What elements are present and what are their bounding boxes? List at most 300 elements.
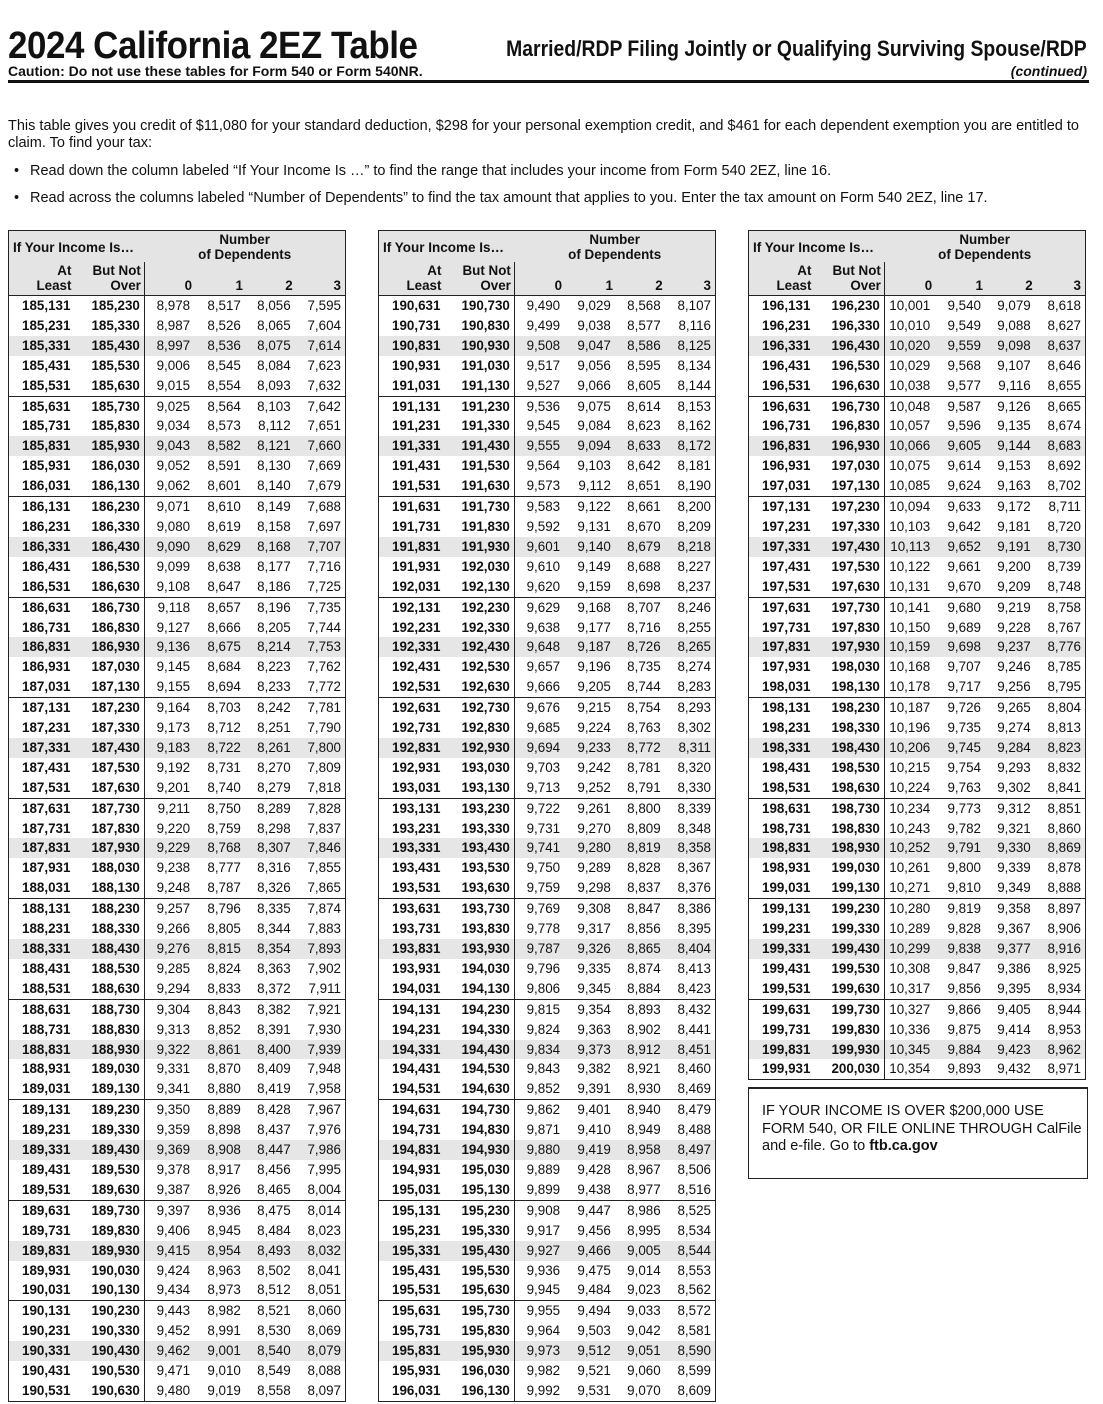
tax-amount: 9,601 <box>514 537 565 557</box>
income-at-least: 192,231 <box>379 618 445 638</box>
tax-amount: 7,614 <box>296 336 346 356</box>
table-row <box>9 537 346 557</box>
income-at-least: 197,131 <box>749 497 815 517</box>
tax-amount: 9,917 <box>526 1222 561 1238</box>
tax-amount: 8,255 <box>666 618 716 638</box>
tax-amount: 9,363 <box>577 1021 611 1037</box>
tax-amount: 9,434 <box>156 1282 191 1298</box>
tax-amount: 8,549 <box>257 1363 291 1379</box>
tax-amount: 9,339 <box>997 860 1031 876</box>
tax-amount: 8,391 <box>257 1021 291 1037</box>
income-but-not-over: 194,330 <box>444 1020 514 1040</box>
tax-amount: 9,800 <box>947 860 981 876</box>
tax-amount: 8,750 <box>195 798 246 818</box>
income-at-least: 186,331 <box>9 537 75 557</box>
over-limit-note <box>762 1103 1082 1156</box>
table-row <box>9 316 346 336</box>
tax-amount: 10,103 <box>889 518 931 534</box>
tax-amount: 9,252 <box>577 779 611 795</box>
table-row <box>9 1341 346 1361</box>
tax-amount: 8,209 <box>666 517 716 537</box>
tax-amount: 8,311 <box>666 738 716 758</box>
tax-amount: 9,494 <box>565 1301 616 1321</box>
table-row <box>379 758 716 778</box>
income-at-least: 192,531 <box>379 677 445 697</box>
tax-amount: 9,155 <box>156 679 191 695</box>
table-row <box>379 819 716 839</box>
income-but-not-over: 192,030 <box>444 557 514 577</box>
income-but-not-over: 195,730 <box>444 1301 514 1321</box>
income-but-not-over: 191,030 <box>444 356 514 376</box>
tax-amount: 9,843 <box>526 1061 561 1077</box>
tax-amount: 9,680 <box>935 597 986 617</box>
tax-amount: 8,949 <box>627 1122 661 1138</box>
tax-amount: 9,181 <box>997 518 1031 534</box>
ftb-website-link[interactable]: ftb.ca.gov <box>869 1138 938 1154</box>
income-at-least: 191,331 <box>379 436 445 456</box>
income-at-least: 190,631 <box>379 296 445 316</box>
tax-amount: 8,344 <box>257 921 291 937</box>
tax-amount: 8,982 <box>195 1301 246 1321</box>
tax-amount: 9,657 <box>526 659 561 675</box>
tax-amount: 8,971 <box>1036 1059 1086 1079</box>
tax-amount: 9,633 <box>935 497 986 517</box>
tax-amount: 9,717 <box>947 679 981 695</box>
tax-amount: 10,280 <box>884 899 935 919</box>
tax-amount: 8,731 <box>207 759 241 775</box>
tax-amount: 8,926 <box>207 1181 241 1197</box>
tax-amount: 8,754 <box>616 698 666 718</box>
tax-amount: 7,939 <box>296 1040 346 1060</box>
table-row <box>9 1120 346 1140</box>
table-row <box>379 1120 716 1140</box>
table-row <box>9 1361 346 1381</box>
but-not-over-header <box>814 262 884 296</box>
tax-amount: 9,936 <box>526 1262 561 1278</box>
income-at-least: 197,931 <box>749 657 815 677</box>
income-at-least: 188,131 <box>9 899 75 919</box>
tax-amount: 9,331 <box>156 1061 191 1077</box>
income-at-least: 187,431 <box>9 758 75 778</box>
tax-amount: 9,824 <box>526 1021 561 1037</box>
income-but-not-over: 197,830 <box>814 618 884 638</box>
tax-amount: 9,899 <box>526 1181 561 1197</box>
table-row <box>379 718 716 738</box>
tax-amount: 8,093 <box>257 377 291 393</box>
income-but-not-over: 193,330 <box>444 819 514 839</box>
tax-amount: 8,633 <box>616 436 666 456</box>
tax-amount: 7,930 <box>296 1020 346 1040</box>
income-at-least: 199,831 <box>749 1040 815 1060</box>
table-row <box>9 476 346 496</box>
tax-amount: 8,716 <box>627 619 661 635</box>
income-but-not-over: 189,030 <box>74 1059 144 1079</box>
tax-amount: 9,889 <box>526 1161 561 1177</box>
tax-amount: 8,912 <box>616 1040 666 1060</box>
tax-amount: 8,251 <box>257 720 291 736</box>
tax-amount: 9,051 <box>616 1341 666 1361</box>
income-at-least: 197,231 <box>749 517 815 537</box>
table-row <box>9 1261 346 1281</box>
table-row <box>379 497 716 517</box>
income-but-not-over: 186,930 <box>74 637 144 657</box>
income-at-least: 198,531 <box>749 778 815 798</box>
tax-amount: 8,298 <box>257 820 291 836</box>
table-row <box>379 557 716 577</box>
tax-amount: 9,052 <box>156 458 191 474</box>
table-row <box>379 899 716 919</box>
tax-amount: 9,302 <box>997 779 1031 795</box>
tax-amount: 8,605 <box>627 377 661 393</box>
table-row <box>749 456 1086 476</box>
income-at-least: 190,331 <box>9 1341 75 1361</box>
tax-amount: 8,497 <box>666 1140 716 1160</box>
tax-amount: 9,242 <box>577 759 611 775</box>
income-but-not-over: 192,430 <box>444 637 514 657</box>
table-row <box>379 537 716 557</box>
income-but-not-over: 186,530 <box>74 557 144 577</box>
table-row <box>379 416 716 436</box>
income-at-least: 185,731 <box>9 416 75 436</box>
income-at-least: 185,331 <box>9 336 75 356</box>
tax-amount: 9,866 <box>935 999 986 1019</box>
income-at-least: 192,331 <box>379 637 445 657</box>
income-at-least: 197,831 <box>749 637 815 657</box>
tax-amount: 9,759 <box>526 880 561 896</box>
tax-amount: 9,006 <box>156 357 191 373</box>
table-row <box>379 1381 716 1401</box>
income-but-not-over: 192,630 <box>444 677 514 697</box>
table-row <box>9 1160 346 1180</box>
tax-amount: 7,995 <box>296 1160 346 1180</box>
tax-amount: 9,652 <box>935 537 986 557</box>
table-row <box>749 677 1086 697</box>
income-but-not-over: 185,330 <box>74 316 144 336</box>
tax-amount: 8,843 <box>195 999 246 1019</box>
tax-amount: 8,683 <box>1036 436 1086 456</box>
table-row <box>379 296 716 316</box>
tax-amount: 9,620 <box>526 578 561 594</box>
income-but-not-over: 186,830 <box>74 618 144 638</box>
income-at-least: 198,131 <box>749 698 815 718</box>
income-but-not-over: 193,030 <box>444 758 514 778</box>
tax-amount: 8,447 <box>246 1140 296 1160</box>
tax-amount: 9,871 <box>526 1122 561 1138</box>
tax-amount: 9,274 <box>997 720 1031 736</box>
tax-amount: 8,479 <box>666 1100 716 1120</box>
tax-amount: 10,038 <box>889 377 931 393</box>
tax-amount: 9,345 <box>577 980 611 996</box>
income-at-least: 193,631 <box>379 899 445 919</box>
tax-amount: 9,015 <box>156 377 191 393</box>
tax-amount: 9,828 <box>947 921 981 937</box>
income-but-not-over: 186,430 <box>74 537 144 557</box>
tax-amount: 9,527 <box>526 377 561 393</box>
table-row <box>379 1261 716 1281</box>
income-but-not-over: 191,130 <box>444 376 514 396</box>
income-at-least: 191,431 <box>379 456 445 476</box>
income-at-least: 196,131 <box>749 296 815 316</box>
table-row <box>9 557 346 577</box>
income-but-not-over: 187,430 <box>74 738 144 758</box>
tax-amount: 8,279 <box>257 779 291 795</box>
table-row <box>749 858 1086 878</box>
income-but-not-over: 186,330 <box>74 517 144 537</box>
table-row <box>749 537 1086 557</box>
income-but-not-over: 191,830 <box>444 517 514 537</box>
tax-amount: 10,131 <box>889 578 931 594</box>
but-not-over-header-line-2: Over <box>480 278 511 293</box>
tax-amount: 8,205 <box>257 619 291 635</box>
at-least-header-line-2: Least <box>36 278 72 293</box>
tax-amount: 8,488 <box>666 1120 716 1140</box>
tax-amount: 8,465 <box>257 1181 291 1197</box>
income-at-least: 198,331 <box>749 738 815 758</box>
income-but-not-over: 195,230 <box>444 1200 514 1220</box>
income-at-least: 185,931 <box>9 456 75 476</box>
income-at-least: 189,231 <box>9 1120 75 1140</box>
tax-amount: 8,945 <box>207 1222 241 1238</box>
income-at-least: 197,031 <box>749 476 815 496</box>
income-at-least: 198,031 <box>749 677 815 697</box>
tax-amount: 9,754 <box>947 759 981 775</box>
income-at-least: 186,931 <box>9 657 75 677</box>
income-but-not-over: 197,030 <box>814 456 884 476</box>
tax-amount: 9,192 <box>156 759 191 775</box>
table-row <box>9 456 346 476</box>
tax-amount: 8,921 <box>627 1061 661 1077</box>
tax-amount: 9,713 <box>526 779 561 795</box>
tax-amount: 8,735 <box>627 659 661 675</box>
tax-amount: 8,432 <box>666 999 716 1019</box>
tax-amount: 9,508 <box>514 336 565 356</box>
table-row <box>749 517 1086 537</box>
tax-amount: 9,266 <box>156 921 191 937</box>
tax-amount: 8,451 <box>666 1040 716 1060</box>
income-but-not-over: 190,030 <box>74 1261 144 1281</box>
tax-amount: 8,610 <box>195 497 246 517</box>
tax-amount: 10,196 <box>889 720 931 736</box>
tax-amount: 8,837 <box>627 880 661 896</box>
tax-amount: 10,187 <box>884 698 935 718</box>
income-but-not-over: 194,130 <box>444 979 514 999</box>
income-at-least: 199,431 <box>749 959 815 979</box>
tax-amount: 8,227 <box>666 557 716 577</box>
income-but-not-over: 187,930 <box>74 838 144 858</box>
tax-amount: 9,512 <box>565 1341 616 1361</box>
tax-amount: 10,243 <box>889 820 931 836</box>
tax-amount: 8,847 <box>616 899 666 919</box>
tax-amount: 8,223 <box>257 659 291 675</box>
income-at-least: 188,931 <box>9 1059 75 1079</box>
table-row <box>9 798 346 818</box>
table-row <box>9 376 346 396</box>
tax-amount: 8,973 <box>207 1282 241 1298</box>
tax-amount: 8,363 <box>257 960 291 976</box>
income-but-not-over: 199,530 <box>814 959 884 979</box>
tax-amount: 9,070 <box>616 1381 666 1401</box>
income-at-least: 193,231 <box>379 819 445 839</box>
tax-amount: 8,772 <box>616 738 666 758</box>
income-but-not-over: 195,330 <box>444 1221 514 1241</box>
table-row <box>9 637 346 657</box>
income-at-least: 199,331 <box>749 939 815 959</box>
tax-amount: 9,405 <box>986 999 1036 1019</box>
tax-amount: 9,676 <box>514 698 565 718</box>
but-not-over-header <box>74 262 144 296</box>
income-at-least: 185,531 <box>9 376 75 396</box>
income-but-not-over: 194,730 <box>444 1100 514 1120</box>
tax-amount: 8,707 <box>616 597 666 617</box>
table-row <box>9 657 346 677</box>
table-row <box>9 677 346 697</box>
tax-amount: 9,090 <box>144 537 195 557</box>
tax-amount: 9,443 <box>144 1301 195 1321</box>
tax-amount: 9,614 <box>947 458 981 474</box>
tax-amount: 9,187 <box>565 637 616 657</box>
table-row <box>9 416 346 436</box>
table-row <box>749 1040 1086 1060</box>
tax-amount: 8,190 <box>666 476 716 496</box>
income-at-least: 196,831 <box>749 436 815 456</box>
table-row <box>749 376 1086 396</box>
tax-amount: 8,242 <box>246 698 296 718</box>
tax-amount: 7,716 <box>296 557 346 577</box>
tax-amount: 8,526 <box>207 317 241 333</box>
at-least-header-line-1: At <box>57 263 72 278</box>
income-but-not-over: 188,230 <box>74 899 144 919</box>
tax-amount: 8,824 <box>207 960 241 976</box>
table-row <box>379 1280 716 1300</box>
tax-amount: 9,815 <box>514 999 565 1019</box>
dependent-count-header: 0 <box>514 262 565 296</box>
tax-amount: 7,707 <box>296 537 346 557</box>
tax-amount: 8,335 <box>246 899 296 919</box>
tax-amount: 9,462 <box>144 1341 195 1361</box>
income-but-not-over: 191,730 <box>444 497 514 517</box>
tax-amount: 10,336 <box>889 1021 931 1037</box>
tax-amount: 8,768 <box>195 838 246 858</box>
income-at-least: 192,831 <box>379 738 445 758</box>
tax-amount: 9,224 <box>577 720 611 736</box>
income-but-not-over: 189,830 <box>74 1221 144 1241</box>
over-limit-note-text: IF YOUR INCOME IS OVER $200,000 USE FORM 540, OR FILE ONLINE THROUGH CalFile and e-file. Go to <box>762 1103 1082 1154</box>
table-row <box>379 677 716 697</box>
tax-amount: 9,847 <box>947 960 981 976</box>
income-but-not-over: 196,130 <box>444 1381 514 1401</box>
tax-amount: 8,577 <box>627 317 661 333</box>
tax-amount: 9,330 <box>986 838 1036 858</box>
income-at-least: 187,831 <box>9 838 75 858</box>
income-at-least: 191,531 <box>379 476 445 496</box>
tax-amount: 9,237 <box>986 637 1036 657</box>
table-row <box>379 316 716 336</box>
tax-amount: 8,978 <box>144 296 195 316</box>
income-at-least: 195,031 <box>379 1180 445 1200</box>
income-at-least: 193,131 <box>379 798 445 818</box>
table-row <box>9 959 346 979</box>
tax-amount: 9,177 <box>577 619 611 635</box>
page-title: 2024 California 2EZ Table <box>8 25 418 67</box>
tax-amount: 8,720 <box>1036 517 1086 537</box>
income-at-least: 198,831 <box>749 838 815 858</box>
tax-amount: 8,065 <box>257 317 291 333</box>
income-but-not-over: 189,730 <box>74 1200 144 1220</box>
tax-amount: 9,280 <box>565 838 616 858</box>
tax-amount: 9,387 <box>156 1181 191 1197</box>
tax-amount: 7,948 <box>296 1059 346 1079</box>
tax-amount: 7,855 <box>296 858 346 878</box>
income-but-not-over: 195,030 <box>444 1160 514 1180</box>
tax-amount: 10,299 <box>884 939 935 959</box>
but-not-over-header <box>444 262 514 296</box>
table-row <box>749 476 1086 496</box>
tax-amount: 8,591 <box>207 458 241 474</box>
tax-amount: 8,400 <box>246 1040 296 1060</box>
tax-amount: 7,883 <box>296 919 346 939</box>
table-row <box>749 698 1086 718</box>
tax-amount: 9,196 <box>577 659 611 675</box>
income-but-not-over: 188,630 <box>74 979 144 999</box>
income-at-least: 191,631 <box>379 497 445 517</box>
tax-amount: 8,874 <box>627 960 661 976</box>
tax-amount: 7,762 <box>296 657 346 677</box>
tax-amount: 7,735 <box>296 597 346 617</box>
tax-amount: 9,521 <box>577 1363 611 1379</box>
income-but-not-over: 187,530 <box>74 758 144 778</box>
tax-amount: 8,856 <box>627 921 661 937</box>
income-range-header: If Your Income Is… <box>9 231 145 263</box>
tax-amount: 8,619 <box>207 518 241 534</box>
table-row <box>9 396 346 416</box>
tax-amount: 9,386 <box>997 960 1031 976</box>
table-row <box>749 1059 1086 1079</box>
tax-amount: 9,875 <box>947 1021 981 1037</box>
income-but-not-over: 195,630 <box>444 1280 514 1300</box>
table-row <box>379 577 716 597</box>
income-but-not-over: 188,430 <box>74 939 144 959</box>
income-but-not-over: 193,830 <box>444 919 514 939</box>
tax-amount: 8,382 <box>246 999 296 1019</box>
table-row <box>9 999 346 1019</box>
tax-amount: 7,642 <box>296 396 346 416</box>
tax-amount: 9,810 <box>947 880 981 896</box>
tax-amount: 10,066 <box>884 436 935 456</box>
income-at-least: 188,631 <box>9 999 75 1019</box>
income-at-least: 187,131 <box>9 698 75 718</box>
tax-amount: 8,638 <box>207 558 241 574</box>
tax-amount: 9,205 <box>577 679 611 695</box>
income-at-least: 195,631 <box>379 1301 445 1321</box>
tax-amount: 8,795 <box>1036 677 1086 697</box>
tax-amount: 9,471 <box>156 1363 191 1379</box>
tax-amount: 9,219 <box>986 597 1036 617</box>
tax-amount: 9,118 <box>144 597 195 617</box>
income-at-least: 191,731 <box>379 517 445 537</box>
tax-amount: 8,339 <box>666 798 716 818</box>
income-but-not-over: 187,030 <box>74 657 144 677</box>
tax-amount: 8,069 <box>296 1321 346 1341</box>
table-row <box>379 1059 716 1079</box>
income-at-least: 188,531 <box>9 979 75 999</box>
income-at-least: 193,931 <box>379 959 445 979</box>
income-at-least: 194,531 <box>379 1079 445 1099</box>
table-row <box>9 1200 346 1220</box>
tax-amount: 8,930 <box>627 1081 661 1097</box>
tax-amount: 8,404 <box>666 939 716 959</box>
tax-amount: 8,172 <box>666 436 716 456</box>
tax-amount: 8,573 <box>207 418 241 434</box>
